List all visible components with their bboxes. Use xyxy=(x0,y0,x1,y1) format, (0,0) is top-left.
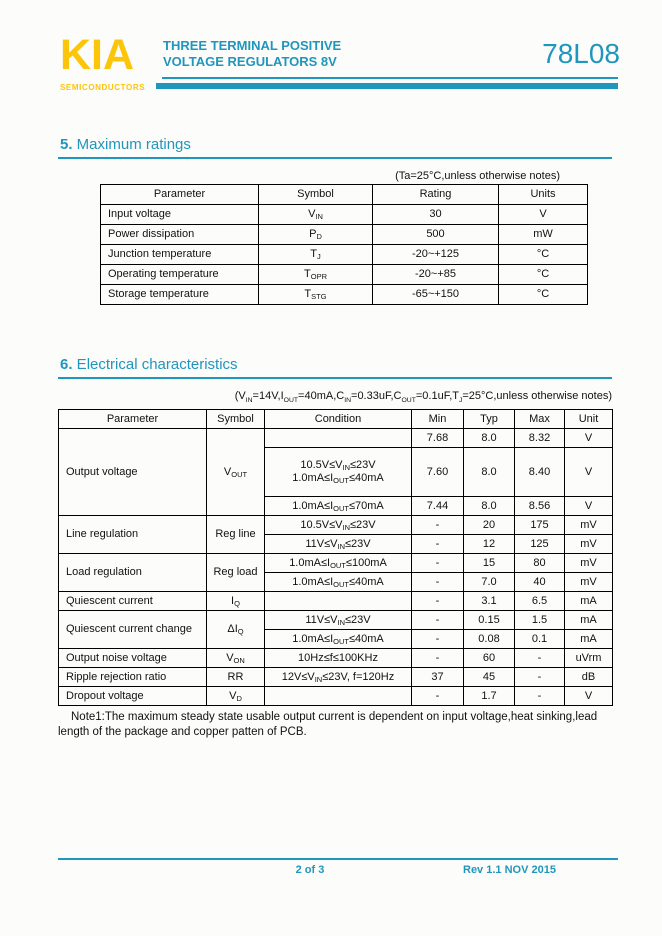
table-cell: 15 xyxy=(464,554,515,573)
table-cell: V xyxy=(565,448,613,497)
table-cell: - xyxy=(412,687,464,706)
column-header: Parameter xyxy=(59,410,207,429)
column-header: Condition xyxy=(265,410,412,429)
header-rule-thin xyxy=(162,77,618,79)
table-cell: °C xyxy=(499,265,588,285)
header-rule-thick xyxy=(156,83,618,89)
max-ratings-table xyxy=(100,184,588,305)
table-cell: - xyxy=(515,687,565,706)
table-cell: - xyxy=(412,573,464,592)
table-cell: $V_{ON}$ xyxy=(207,649,265,668)
table-cell: 3.1 xyxy=(464,592,515,611)
section-5-label: Maximum ratings xyxy=(72,136,191,153)
table-cell: $T_{STG}$ xyxy=(259,285,373,305)
table-row xyxy=(101,225,588,245)
table-cell: - xyxy=(412,554,464,573)
table-cell: Reg load xyxy=(207,554,265,592)
table-cell: $\Delta I_Q$ xyxy=(207,611,265,649)
footer-rule xyxy=(58,858,618,860)
table-row xyxy=(59,429,613,448)
table-row xyxy=(59,592,613,611)
section-5-number: 5. xyxy=(60,136,73,153)
electrical-condition-note: ($V_{IN}=14V,I_{OUT}=40mA,C_{IN}=0.33uF,C_{OUT}=0.1uF,T_J=25^\circ C,unless$ otherwise notes) xyxy=(234,390,612,405)
table-cell: 8.32 xyxy=(515,429,565,448)
table-header-row xyxy=(59,410,613,429)
table-row xyxy=(101,245,588,265)
section-6-title xyxy=(60,356,238,373)
table-cell: mV xyxy=(565,516,613,535)
table-cell: $V_D$ xyxy=(207,687,265,706)
table-cell: Quiescent current change xyxy=(59,611,207,649)
table-row xyxy=(59,611,613,630)
table-cell: $T_{OPR}$ xyxy=(259,265,373,285)
table-cell: 30 xyxy=(373,205,499,225)
table-cell: 7.44 xyxy=(412,497,464,516)
table-cell: V xyxy=(565,429,613,448)
table-cell: 1.5 xyxy=(515,611,565,630)
table-row xyxy=(59,516,613,535)
table-cell: $11V\le V_{IN}\le 23V$ xyxy=(265,535,412,554)
section-5-title xyxy=(60,136,191,153)
footer-revision: Rev 1.1 NOV 2015 xyxy=(463,864,556,876)
table-cell: 125 xyxy=(515,535,565,554)
table-cell: $V_{IN}$ xyxy=(259,205,373,225)
table-cell: -20~+85 xyxy=(373,265,499,285)
table-cell: Output noise voltage xyxy=(59,649,207,668)
table-cell: 60 xyxy=(464,649,515,668)
section-6-label: Electrical characteristics xyxy=(72,356,238,373)
table-cell: $1.0mA\le I_{OUT}\le 100mA$ xyxy=(265,554,412,573)
table-cell: mV xyxy=(565,573,613,592)
table-cell: 175 xyxy=(515,516,565,535)
table-cell: - xyxy=(412,611,464,630)
table-cell: mA xyxy=(565,592,613,611)
column-header: Symbol xyxy=(207,410,265,429)
table-row xyxy=(101,285,588,305)
table-row xyxy=(59,668,613,687)
document-title-line1: THREE TERMINAL POSITIVE xyxy=(163,38,342,53)
table-cell xyxy=(265,429,412,448)
table-cell: Input voltage xyxy=(101,205,259,225)
kia-logo: KIA xyxy=(60,31,135,79)
table-cell: RR xyxy=(207,668,265,687)
table-cell: Line regulation xyxy=(59,516,207,554)
table-cell: °C xyxy=(499,285,588,305)
table-cell: mV xyxy=(565,554,613,573)
column-header: Min xyxy=(412,410,464,429)
table-cell xyxy=(265,687,412,706)
table-cell: mA xyxy=(565,630,613,649)
table-cell: mV xyxy=(565,535,613,554)
table-cell: 8.56 xyxy=(515,497,565,516)
table-cell: $P_D$ xyxy=(259,225,373,245)
table-cell: - xyxy=(412,630,464,649)
table-cell: $1.0mA\le I_{OUT}\le 70mA$ xyxy=(265,497,412,516)
table-cell: 8.40 xyxy=(515,448,565,497)
table-cell: V xyxy=(565,687,613,706)
table-cell: 20 xyxy=(464,516,515,535)
table-cell: V xyxy=(499,205,588,225)
table-cell: 0.15 xyxy=(464,611,515,630)
logo-subtitle: SEMICONDUCTORS xyxy=(60,83,146,92)
table-cell: 6.5 xyxy=(515,592,565,611)
table-cell: mW xyxy=(499,225,588,245)
table-row xyxy=(101,205,588,225)
table-cell: Dropout voltage xyxy=(59,687,207,706)
column-header: Units xyxy=(499,185,588,205)
table-cell: $10.5V\le V_{IN}\le 23V$ xyxy=(265,516,412,535)
table-cell: Operating temperature xyxy=(101,265,259,285)
table-cell: 10Hz≤f≤100KHz xyxy=(265,649,412,668)
table-row xyxy=(59,554,613,573)
table-cell: Storage temperature xyxy=(101,285,259,305)
table-header-row xyxy=(101,185,588,205)
table-cell: $1.0mA\le I_{OUT}\le 40mA$ xyxy=(265,630,412,649)
footer-page-number: 2 of 3 xyxy=(295,864,325,876)
table-cell: 80 xyxy=(515,554,565,573)
table-cell: 0.1 xyxy=(515,630,565,649)
column-header: Parameter xyxy=(101,185,259,205)
table-cell: Ripple rejection ratio xyxy=(59,668,207,687)
electrical-characteristics-table xyxy=(58,409,613,706)
table-cell: Output voltage xyxy=(59,429,207,516)
table-cell: 40 xyxy=(515,573,565,592)
table-cell: 45 xyxy=(464,668,515,687)
table-row xyxy=(59,687,613,706)
document-title-line2: VOLTAGE REGULATORS 8V xyxy=(163,54,337,69)
table-cell xyxy=(265,592,412,611)
table-cell: 12 xyxy=(464,535,515,554)
table-cell: dB xyxy=(565,668,613,687)
table-cell: - xyxy=(412,516,464,535)
document-title xyxy=(163,38,341,70)
table-cell: 8.0 xyxy=(464,497,515,516)
table-cell: $10.5V\le V_{IN}\le 23V$ $1.0mA\le I_{OUT}\le 40mA$ xyxy=(265,448,412,497)
column-header: Unit xyxy=(565,410,613,429)
table-cell: Power dissipation xyxy=(101,225,259,245)
table-cell: °C xyxy=(499,245,588,265)
table-cell: - xyxy=(412,592,464,611)
table-cell: 8.0 xyxy=(464,448,515,497)
table-cell: $11V\le V_{IN}\le 23V$ xyxy=(265,611,412,630)
max-ratings-condition-note: (Ta=25°C,unless otherwise notes) xyxy=(395,170,560,182)
table-cell: 1.7 xyxy=(464,687,515,706)
table-cell: Junction temperature xyxy=(101,245,259,265)
table-cell: 500 xyxy=(373,225,499,245)
table-row xyxy=(59,649,613,668)
table-cell: $12V\le V_{IN}\le 23V$, f=120Hz xyxy=(265,668,412,687)
table-cell: $I_Q$ xyxy=(207,592,265,611)
table-cell: $1.0mA\le I_{OUT}\le 40mA$ xyxy=(265,573,412,592)
table-cell: 7.60 xyxy=(412,448,464,497)
table-cell: -20~+125 xyxy=(373,245,499,265)
column-header: Typ xyxy=(464,410,515,429)
table-cell: Reg line xyxy=(207,516,265,554)
table-cell: uVrm xyxy=(565,649,613,668)
part-number: 78L08 xyxy=(542,38,620,69)
section-6-rule xyxy=(58,377,612,379)
table-cell: 7.0 xyxy=(464,573,515,592)
table-cell: V xyxy=(565,497,613,516)
table-row xyxy=(101,265,588,285)
table-cell: - xyxy=(515,668,565,687)
table-cell: mA xyxy=(565,611,613,630)
table-cell: Quiescent current xyxy=(59,592,207,611)
column-header: Rating xyxy=(373,185,499,205)
table-cell: $T_J$ xyxy=(259,245,373,265)
table-cell: - xyxy=(515,649,565,668)
table-cell: - xyxy=(412,649,464,668)
column-header: Symbol xyxy=(259,185,373,205)
table-cell: -65~+150 xyxy=(373,285,499,305)
column-header: Max xyxy=(515,410,565,429)
section-6-number: 6. xyxy=(60,356,73,373)
table-cell: Load regulation xyxy=(59,554,207,592)
note-1: Note1:The maximum steady state usable output current is dependent on input voltage,heat sinking,lead length of the package and copper patten of PCB. xyxy=(58,711,598,738)
table-cell: 0.08 xyxy=(464,630,515,649)
table-cell: 8.0 xyxy=(464,429,515,448)
section-5-rule xyxy=(58,157,612,159)
table-cell: - xyxy=(412,535,464,554)
table-cell: 37 xyxy=(412,668,464,687)
table-cell: 7.68 xyxy=(412,429,464,448)
table-cell: $V_{OUT}$ xyxy=(207,429,265,516)
